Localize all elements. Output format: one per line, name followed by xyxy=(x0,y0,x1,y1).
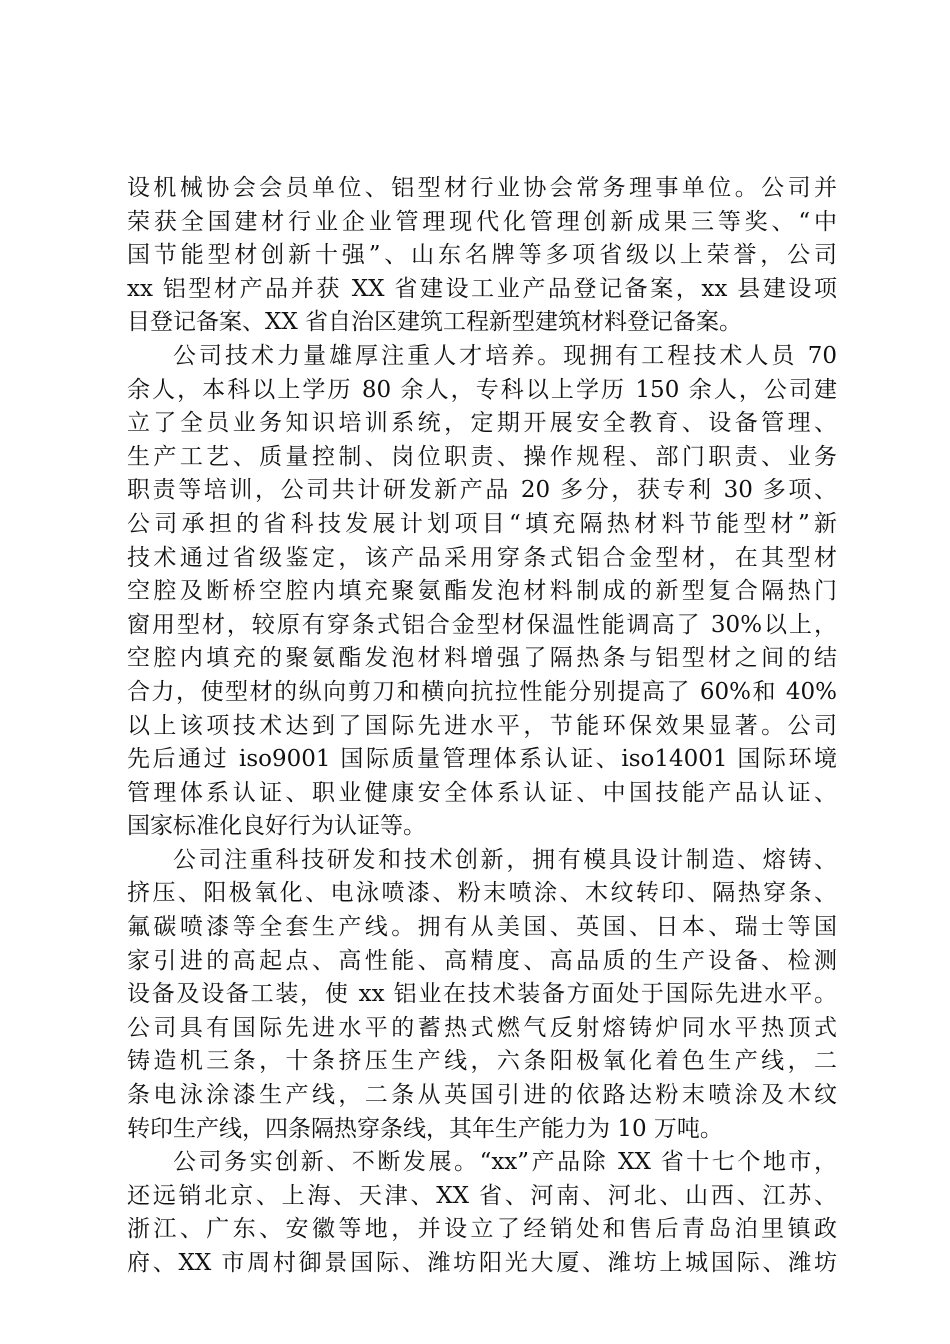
text-line: 铸造机三条，十条挤压生产线，六条阳极氧化着色生产线，二 xyxy=(127,1048,837,1075)
text-line: 府、XX 市周村御景国际、潍坊阳光大厦、潍坊上城国际、潍坊 xyxy=(127,1250,837,1276)
text-line: 余人，本科以上学历 80 余人，专科以上学历 150 余人，公司建 xyxy=(127,376,837,403)
text-line: 挤压、阳极氧化、电泳喷漆、粉末喷涂、木纹转印、隔热穿条、 xyxy=(127,880,837,907)
text-line: 公司技术力量雄厚注重人才培养。现拥有工程技术人员 70 xyxy=(173,342,837,369)
text-line: 技术通过省级鉴定，该产品采用穿条式铝合金型材，在其型材 xyxy=(127,544,837,571)
text-line: 条电泳涂漆生产线，二条从英国引进的依路达粉末喷涂及木纹 xyxy=(127,1082,837,1109)
text-line: 家引进的高起点、高性能、高精度、高品质的生产设备、检测 xyxy=(127,947,837,974)
text-line: 公司具有国际先进水平的蓄热式燃气反射熔铸炉同水平热顶式 xyxy=(127,1014,837,1041)
text-line: 公司务实创新、不断发展。“xx”产品除 XX 省十七个地市， xyxy=(173,1149,837,1176)
text-line: 空腔及断桥空腔内填充聚氨酯发泡材料制成的新型复合隔热门 xyxy=(127,578,837,605)
paragraph xyxy=(127,1146,837,1280)
paragraph xyxy=(127,844,837,1146)
text-line: 管理体系认证、职业健康安全体系认证、中国技能产品认证、 xyxy=(127,779,837,806)
text-line: 荣获全国建材行业企业管理现代化管理创新成果三等奖、“中 xyxy=(127,208,837,235)
paragraph xyxy=(127,172,837,340)
paragraph xyxy=(127,340,837,844)
text-line: 窗用型材，较原有穿条式铝合金型材保温性能调高了 30%以上， xyxy=(127,611,837,638)
text-line: 公司注重科技研发和技术创新，拥有模具设计制造、熔铸、 xyxy=(173,846,837,873)
text-line: 以上该项技术达到了国际先进水平，节能环保效果显著。公司 xyxy=(127,712,837,739)
text-line: 职责等培训，公司共计研发新产品 20 多分，获专利 30 多项、 xyxy=(127,477,837,504)
text-line: 国节能型材创新十强”、山东名牌等多项省级以上荣誉，公司 xyxy=(127,242,837,269)
text-line: 目登记备案、XX 省自治区建筑工程新型建筑材料登记备案。 xyxy=(127,309,743,336)
text-line: 先后通过 iso9001 国际质量管理体系认证、iso14001 国际环境 xyxy=(127,746,837,773)
text-line: 浙江、广东、安徽等地，并设立了经销处和售后青岛泊里镇政 xyxy=(127,1216,837,1243)
text-line: xx 铝型材产品并获 XX 省建设工业产品登记备案，xx 县建设项 xyxy=(127,275,837,302)
text-line: 合力，使型材的纵向剪刀和横向抗拉性能分别提高了 60%和 40% xyxy=(127,678,837,705)
text-line: 生产工艺、质量控制、岗位职责、操作规程、部门职责、业务 xyxy=(127,443,837,470)
text-line: 还远销北京、上海、天津、XX 省、河南、河北、山西、江苏、 xyxy=(127,1182,837,1209)
text-line: 国家标准化良好行为认证等。 xyxy=(127,813,426,840)
document-body xyxy=(127,172,837,1281)
text-line: 设机械协会会员单位、铝型材行业协会常务理事单位。公司并 xyxy=(127,175,837,201)
text-line: 公司承担的省科技发展计划项目“填充隔热材料节能型材”新 xyxy=(127,510,837,537)
text-line: 立了全员业务知识培训系统，定期开展安全教育、设备管理、 xyxy=(127,410,837,437)
text-line: 空腔内填充的聚氨酯发泡材料增强了隔热条与铝型材之间的结 xyxy=(127,645,837,672)
text-line: 设备及设备工装，使 xx 铝业在技术装备方面处于国际先进水平。 xyxy=(127,981,837,1008)
text-line: 氟碳喷漆等全套生产线。拥有从美国、英国、日本、瑞士等国 xyxy=(127,914,837,941)
text-line: 转印生产线，四条隔热穿条线，其年生产能力为 10 万吨。 xyxy=(127,1115,723,1142)
